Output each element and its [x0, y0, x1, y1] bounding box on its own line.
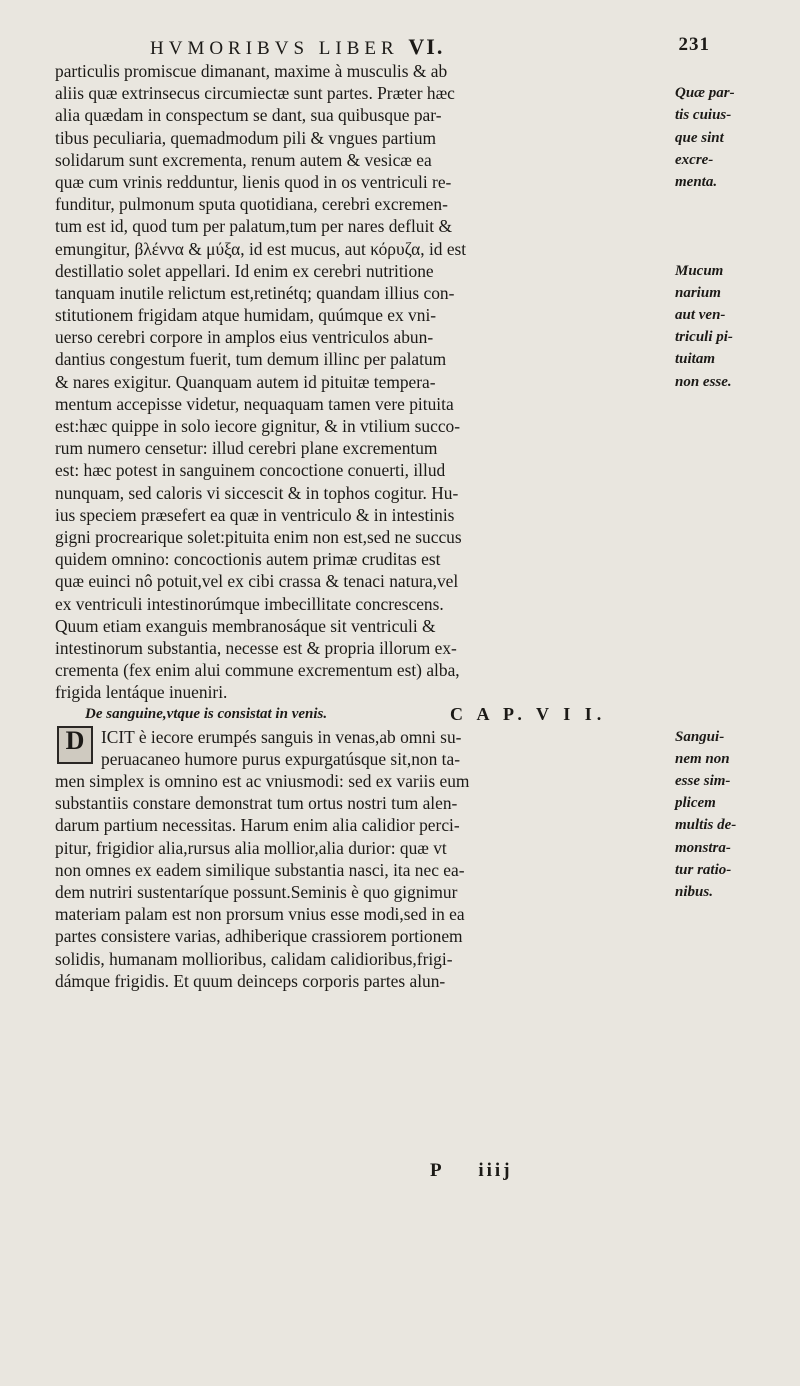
line-text: quidem omnino: concoctionis autem primæ cruditas est	[55, 549, 441, 570]
line-text: est:hæc quippe in solo iecore gignitur, & in vtilium succo-	[55, 416, 461, 436]
page-number: 231	[678, 34, 710, 55]
line-text: ex ventriculi intestinorúmque imbecillitate concrescens.	[55, 593, 444, 614]
line-text: crementa (fex enim alui commune excrementum est) alba,	[55, 660, 460, 681]
running-head-text: HVMORIBVS LIBER	[150, 38, 399, 59]
marginal-note: Sangui-	[675, 728, 725, 745]
line-text: gigni procrearique solet:pituita enim non est,sed ne succus	[55, 526, 462, 547]
line-text: ICIT è iecore erumpés sanguis in venas,ab omni su-	[101, 726, 462, 747]
line-text: darum partium necessitas. Harum enim alia calidior perci-	[55, 815, 460, 836]
marginal-note: tuitam	[675, 351, 716, 368]
text-line	[55, 304, 785, 326]
marginal-note: multis de-	[675, 817, 737, 834]
signature-number: iiij	[478, 1160, 513, 1181]
line-text: intestinorum substantia, necesse est & propria illorum ex-	[55, 637, 457, 658]
text-line	[55, 60, 785, 82]
marginal-note: nem non	[675, 750, 730, 767]
text-line	[55, 127, 785, 149]
line-text: stitutionem frigidam atque humidam, quúmque ex vni-	[55, 305, 437, 326]
line-text: dámque frigidis. Et quum deinceps corporis partes alun-	[55, 970, 446, 991]
text-line	[55, 459, 785, 481]
line-text: quæ cum vrinis redduntur, lienis quod in os ventriculi re-	[55, 171, 452, 192]
marginal-note: esse sim-	[675, 773, 731, 789]
line-text: substantiis constare demonstrat tum ortus nostri tum alen-	[55, 793, 458, 814]
text-line	[55, 881, 785, 903]
text-line	[55, 948, 785, 970]
running-head-title	[150, 34, 444, 60]
chapter-heading	[55, 703, 785, 725]
marginal-note: nibus.	[675, 883, 713, 900]
line-text: solidarum sunt excrementa, renum autem & vesicæ ea	[55, 149, 432, 170]
line-text: dantius congestum fuerit, tum demum illinc per palatum	[55, 349, 447, 370]
signature-letter: P	[430, 1160, 445, 1181]
text-line	[55, 659, 785, 681]
marginal-note: tur ratio-	[675, 861, 732, 878]
chapter-label: C A P. V I I.	[450, 704, 607, 725]
text-line	[55, 104, 785, 126]
line-text: emungitur, βλέννα & μύξα, id est mucus, aut κόρυζα, id est	[55, 238, 467, 259]
line-text: materiam palam est non prorsum vnius esse modi,sed in ea	[55, 904, 465, 925]
text-line	[55, 260, 785, 282]
text-line	[55, 415, 785, 437]
text-line	[55, 681, 785, 703]
text-line	[55, 171, 785, 193]
text-line	[55, 149, 785, 171]
text-line	[55, 193, 785, 215]
line-text: alia quædam in conspectum se dant, sua quibusque par-	[55, 105, 442, 126]
marginal-note: Quæ par-	[675, 85, 735, 102]
line-text: dem nutriri sustentaríque possunt.Seminis è quo gignimur	[55, 881, 458, 902]
marginal-note: excre-	[675, 151, 714, 168]
marginal-note: plicem	[675, 795, 716, 812]
line-text: Quum etiam exanguis membranosáque sit ventriculi &	[55, 615, 436, 636]
text-line	[55, 526, 785, 548]
line-text: frigida lentáque inueniri.	[55, 682, 228, 703]
text-line	[55, 593, 785, 615]
text-body	[55, 60, 785, 992]
marginal-note: tis cuius-	[675, 107, 732, 124]
text-line	[55, 437, 785, 459]
marginal-note: triculi pi-	[675, 329, 733, 346]
line-text: peruacaneo humore purus expurgatúsque sit,non ta-	[101, 748, 460, 769]
line-text: non omnes ex eadem similique substantia nasci, ita nec ea-	[55, 859, 465, 880]
line-text: mentum accepisse videtur, nequaquam tamen vere pituita	[55, 393, 454, 414]
line-text: aliis quæ extrinsecus circumiectæ sunt partes. Præter hæc	[55, 83, 455, 104]
line-text: rum numero censetur: illud cerebri plane excrementum	[55, 438, 438, 459]
marginal-note: narium	[675, 284, 721, 301]
text-line	[55, 970, 785, 992]
drop-cap-letter: D	[65, 725, 85, 755]
text-line	[55, 792, 785, 814]
line-text: pitur, frigidior alia,rursus alia mollior,alia durior: quæ vt	[55, 837, 447, 858]
text-line	[55, 570, 785, 592]
text-line	[55, 215, 785, 237]
marginal-note: que sint	[675, 129, 724, 146]
text-line	[55, 837, 785, 859]
line-text: destillatio solet appellari. Id enim ex cerebri nutritione	[55, 260, 434, 281]
line-text: quæ euinci nô potuit,vel ex cibi crassa & tenaci natura,vel	[55, 571, 459, 592]
text-line	[55, 238, 785, 260]
marginal-note: non esse.	[675, 373, 732, 390]
line-text: nunquam, sed caloris vi siccescit & in tophos cogitur. Hu-	[55, 482, 459, 503]
marginal-note: monstra-	[675, 839, 731, 856]
text-line	[55, 348, 785, 370]
text-line	[55, 814, 785, 836]
marginal-note: aut ven-	[675, 307, 726, 324]
line-text: particulis promiscue dimanant, maxime à musculis & ab	[55, 61, 448, 81]
chapter-title: De sanguine,vtque is consistat in venis.	[85, 706, 328, 723]
line-text: ius speciem præsefert ea quæ in ventriculo & in intestinis	[55, 504, 455, 525]
book-number: VI.	[408, 34, 445, 59]
text-line	[55, 393, 785, 415]
text-line	[55, 859, 785, 881]
marginal-note: Mucum	[675, 262, 724, 279]
text-line	[55, 326, 785, 348]
line-text: funditur, pulmonum sputa quotidiana, cerebri excremen-	[55, 194, 448, 215]
signature-mark	[430, 1160, 513, 1182]
text-line	[55, 482, 785, 504]
line-text: tibus peculiaria, quemadmodum pili & vngues partium	[55, 127, 437, 148]
text-line	[55, 371, 785, 393]
line-text: tanquam inutile relictum est,retinétq; quandam illius con-	[55, 282, 455, 303]
line-text: solidis, humanam mollioribus, calidam calidioribus,frigi-	[55, 948, 453, 969]
text-line	[55, 748, 785, 770]
line-text: tum est id, quod tum per palatum,tum per nares defluit &	[55, 216, 453, 237]
line-text: men simplex is omnino est ac vniusmodi: sed ex variis eum	[55, 771, 470, 791]
line-text: partes consistere varias, adhiberique crassiorem portionem	[55, 926, 463, 947]
text-line	[55, 615, 785, 637]
text-line	[55, 925, 785, 947]
text-line	[55, 504, 785, 526]
text-line	[55, 282, 785, 304]
text-line	[55, 548, 785, 570]
text-line	[55, 903, 785, 925]
text-line	[55, 770, 785, 792]
marginal-note: menta.	[675, 173, 718, 190]
text-line	[55, 725, 785, 755]
line-text: & nares exigitur. Quanquam autem id pituitæ tempera-	[55, 371, 436, 392]
text-line	[55, 637, 785, 659]
line-text: est: hæc potest in sanguinem concoctione conuerti, illud	[55, 460, 446, 481]
text-line	[55, 82, 785, 104]
line-text: uerso cerebri corpore in amplos eius ventriculos abun-	[55, 327, 434, 348]
running-head	[150, 34, 710, 60]
